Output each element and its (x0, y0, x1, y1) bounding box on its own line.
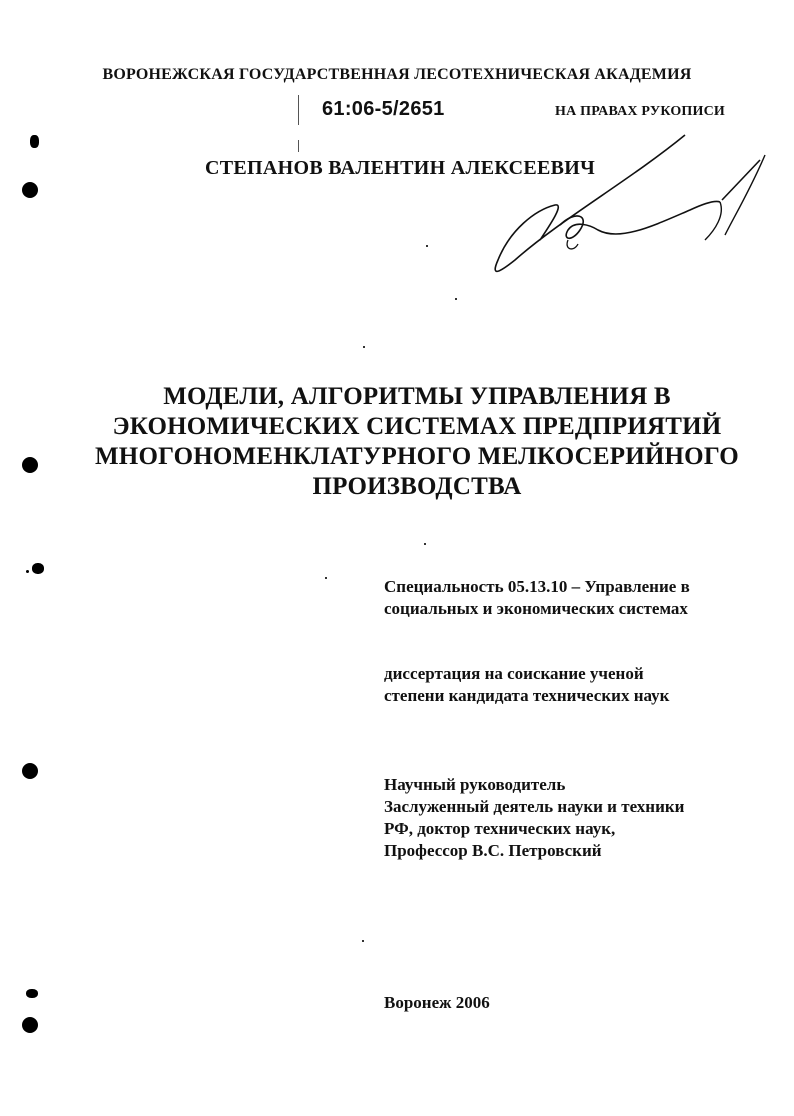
advisor-line: Профессор В.С. Петровский (384, 841, 602, 860)
scan-speck (362, 940, 364, 942)
handwritten-signature (480, 130, 780, 290)
scan-speck (325, 577, 327, 579)
punch-hole-dot (22, 763, 38, 779)
scan-speck (426, 245, 428, 247)
scan-line-divider-lower (298, 140, 299, 152)
title-line: МОДЕЛИ, АЛГОРИТМЫ УПРАВЛЕНИЯ В (163, 383, 671, 410)
advisor-line: РФ, доктор технических наук, (384, 819, 616, 838)
catalog-number: 61:06-5/2651 (322, 98, 445, 120)
specialty-line: Специальность 05.13.10 – Управление в (384, 577, 690, 596)
advisor-line: Заслуженный деятель науки и техники (384, 797, 685, 816)
specialty-block (384, 576, 690, 620)
scan-speck (363, 346, 365, 348)
advisor-line: Научный руководитель (384, 775, 566, 794)
scan-line-divider (298, 95, 299, 125)
title-line: ПРОИЗВОДСТВА (312, 473, 522, 500)
institution-name: ВОРОНЕЖСКАЯ ГОСУДАРСТВЕННАЯ ЛЕСОТЕХНИЧЕСКАЯ АКАДЕМИЯ (102, 66, 692, 83)
title-line: МНОГОНОМЕНКЛАТУРНОГО МЕЛКОСЕРИЙНОГО (95, 443, 739, 470)
specialty-line: социальных и экономических системах (384, 599, 688, 618)
manuscript-rights-label: НА ПРАВАХ РУКОПИСИ (555, 104, 725, 119)
scan-mark (26, 989, 38, 998)
dissertation-title (60, 382, 774, 502)
scan-mark (30, 135, 39, 148)
degree-line: диссертация на соискание ученой (384, 664, 644, 683)
scan-mark (26, 570, 29, 573)
punch-hole-dot (22, 182, 38, 198)
scan-mark (32, 563, 44, 574)
degree-line: степени кандидата технических наук (384, 686, 670, 705)
author-name: СТЕПАНОВ ВАЛЕНТИН АЛЕКСЕЕВИЧ (205, 157, 596, 179)
title-line: ЭКОНОМИЧЕСКИХ СИСТЕМАХ ПРЕДПРИЯТИЙ (112, 413, 722, 440)
degree-block (384, 663, 669, 707)
city-year: Воронеж 2006 (384, 993, 490, 1012)
punch-hole-dot (22, 457, 38, 473)
advisor-block (384, 774, 684, 862)
punch-hole-dot (22, 1017, 38, 1033)
scan-speck (455, 298, 457, 300)
scan-speck (424, 543, 426, 545)
